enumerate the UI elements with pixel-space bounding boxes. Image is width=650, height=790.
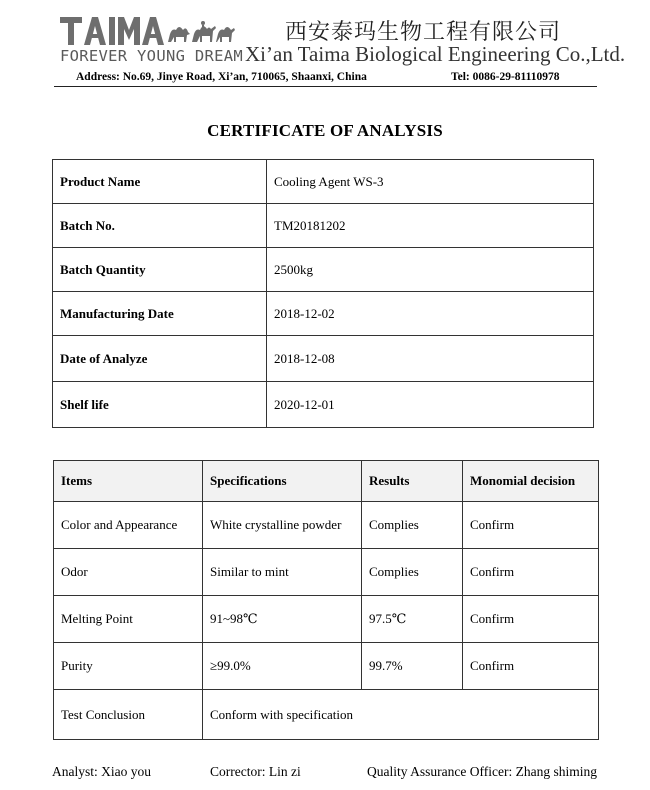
table-row xyxy=(53,204,594,248)
shelf-life-value: 2020-12-01 xyxy=(267,382,594,428)
batch-no-value: TM20181202 xyxy=(267,204,594,248)
specification-cell: 91~98℃ xyxy=(203,596,362,643)
specification-cell: ≥99.0% xyxy=(203,643,362,690)
table-row xyxy=(53,248,594,292)
shelf-life-label: Shelf life xyxy=(53,382,267,428)
column-header-results: Results xyxy=(362,461,463,502)
table-header-row xyxy=(54,461,599,502)
company-name-english: Xi’an Taima Biological Engineering Co.,Ltd. xyxy=(245,42,626,66)
decision-cell: Confirm xyxy=(463,596,599,643)
table-row xyxy=(53,382,594,428)
specification-cell: White crystalline powder xyxy=(203,502,362,549)
logo-tagline: FOREVER YOUNG DREAM xyxy=(60,47,244,65)
qa-officer-signature: Quality Assurance Officer: Zhang shiming xyxy=(367,764,597,779)
item-cell: Melting Point xyxy=(54,596,203,643)
table-row xyxy=(53,160,594,204)
batch-no-label: Batch No. xyxy=(53,204,267,248)
company-telephone: Tel: 0086-29-81110978 xyxy=(451,71,560,83)
product-name-value: Cooling Agent WS-3 xyxy=(267,160,594,204)
letterhead-divider xyxy=(54,86,597,87)
column-header-decision: Monomial decision xyxy=(463,461,599,502)
conclusion-row xyxy=(54,690,599,740)
table-row xyxy=(54,643,599,690)
table-row xyxy=(54,596,599,643)
company-name-chinese: 西安泰玛生物工程有限公司 xyxy=(285,20,562,45)
corrector-signature: Corrector: Lin zi xyxy=(210,764,301,779)
result-cell: 99.7% xyxy=(362,643,463,690)
conclusion-label: Test Conclusion xyxy=(54,690,203,740)
analyze-date-label: Date of Analyze xyxy=(53,336,267,382)
product-info-table xyxy=(52,159,594,428)
batch-quantity-label: Batch Quantity xyxy=(53,248,267,292)
column-header-items: Items xyxy=(54,461,203,502)
table-row xyxy=(54,502,599,549)
company-logo xyxy=(58,14,244,66)
analyst-signature: Analyst: Xiao you xyxy=(52,764,151,779)
table-row xyxy=(53,336,594,382)
column-header-specifications: Specifications xyxy=(203,461,362,502)
manufacturing-date-value: 2018-12-02 xyxy=(267,292,594,336)
conclusion-value: Conform with specification xyxy=(203,690,599,740)
company-address: Address: No.69, Jinye Road, Xi’an, 710065, Shaanxi, China xyxy=(76,71,367,83)
specification-cell: Similar to mint xyxy=(203,549,362,596)
product-name-label: Product Name xyxy=(53,160,267,204)
document-title: CERTIFICATE OF ANALYSIS xyxy=(207,121,443,140)
taima-logo-mark xyxy=(58,14,238,48)
item-cell: Odor xyxy=(54,549,203,596)
result-cell: Complies xyxy=(362,549,463,596)
result-cell: Complies xyxy=(362,502,463,549)
item-cell: Color and Appearance xyxy=(54,502,203,549)
table-row xyxy=(53,292,594,336)
decision-cell: Confirm xyxy=(463,502,599,549)
item-cell: Purity xyxy=(54,643,203,690)
analysis-results-table xyxy=(53,460,599,740)
decision-cell: Confirm xyxy=(463,643,599,690)
table-row xyxy=(54,549,599,596)
analyze-date-value: 2018-12-08 xyxy=(267,336,594,382)
batch-quantity-value: 2500kg xyxy=(267,248,594,292)
decision-cell: Confirm xyxy=(463,549,599,596)
result-cell: 97.5℃ xyxy=(362,596,463,643)
manufacturing-date-label: Manufacturing Date xyxy=(53,292,267,336)
